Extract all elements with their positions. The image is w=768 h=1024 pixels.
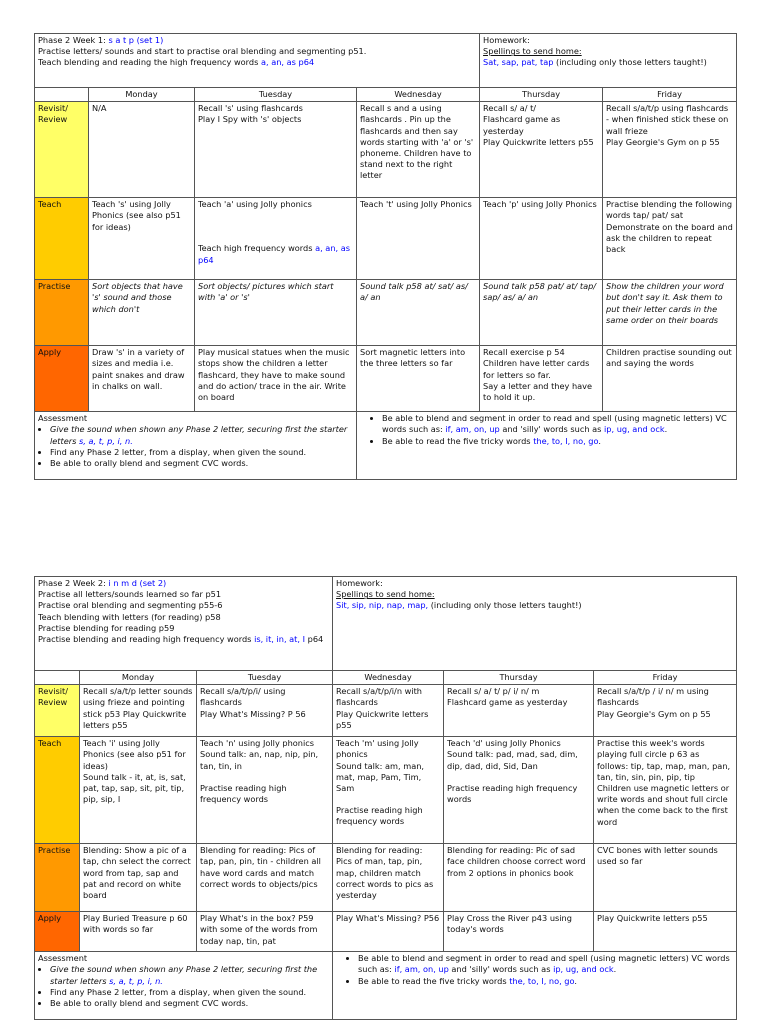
week2-revisit-tue: Recall s/a/t/p/i/ using flashcards Play What's Missing? P 56 [197, 685, 333, 737]
week2-teach-wed: Teach 'm' using Jolly phonics Sound talk: am, man, mat, map, Pam, Tim, Sam Practise reading high frequency words [333, 737, 444, 844]
week1-assess-item-4: • Be able to blend and segment in order to read and spell (using magnetic letters) VC words such as: if, am, on, up and 'silly' words such as ip, ug, and ock. [382, 413, 733, 435]
week1-teach-tue-hf-words: a, an, as p64 [198, 243, 350, 265]
week2-teach-mon: Teach 'i' using Jolly Phonics (see also p51 for ideas) Sound talk - it, at, is, sat, pat, tap, sap, sit, pit, tip, pip, sip, I [80, 737, 197, 844]
week2-assess-item-3: • Be able to orally blend and segment CVC words. [50, 998, 329, 1009]
week1-hf-words: a, an, as p64 [260, 57, 315, 68]
week2-assessment-right [333, 952, 737, 1020]
week2-title: Phase 2 Week 2: i n m d (set 2) [38, 578, 167, 588]
week1-day-tuesday: Tuesday [195, 88, 357, 102]
week1-intro-line-2: Teach blending and reading the high frequency words [38, 57, 261, 68]
week1-apply-label: Apply [35, 346, 89, 412]
week2-revisit-wed: Recall s/a/t/p/i/n with flashcards Play Quickwrite letters p55 [333, 685, 444, 737]
week2-apply-wed: Play What's Missing? P56 [333, 912, 444, 952]
week2-revisit-label: Revisit/ Review [35, 685, 80, 737]
week2-revisit-thu: Recall s/ a/ t/ p/ i/ n/ m Flashcard game as yesterday [444, 685, 594, 737]
week1-teach-tue-hf: Teach high frequency words [198, 243, 316, 254]
week1-revisit-wed: Recall s and a using flashcards . Pin up the flashcards and then say words starting with 'a' or 's' phoneme. Children have to stand next to the right letter [357, 102, 480, 198]
week2-practise-thu: Blending for reading: Pic of sad face children choose correct word from 2 options in phonics book [444, 844, 594, 912]
week2-homework [333, 577, 737, 671]
week2-hf-words: is, it, in, at, I [254, 634, 306, 645]
week1-practise-wed: Sound talk p58 at/ sat/ as/ a/ an [357, 280, 480, 346]
week2-revisit-mon: Recall s/a/t/p letter sounds using frieze and pointing stick p53 Play Quickwrite letters p55 [80, 685, 197, 737]
week2-day-friday: Friday [594, 671, 737, 685]
week2-assess-item-4: • Be able to blend and segment in order to read and spell (using magnetic letters) VC words such as: if, am, on, up and 'silly' words such as ip, ug, and ock. [358, 953, 733, 975]
week2-practise-mon: Blending: Show a pic of a tap, chn select the correct word from tap, sap and pat and record on white board [80, 844, 197, 912]
week1-revisit-label: Revisit/ Review [35, 102, 89, 198]
week2-apply-fri: Play Quickwrite letters p55 [594, 912, 737, 952]
week2-day-thursday: Thursday [444, 671, 594, 685]
week1-assessment-label: Assessment [38, 413, 88, 424]
week1-title: Phase 2 Week 1: s a t p (set 1) [38, 35, 164, 45]
week1-spellings-words: Sat, sap, pat, tap [483, 57, 554, 68]
week1-assess-item-2: • Find any Phase 2 letter, from a display, when given the sound. [50, 447, 353, 458]
week1-intro-line-1: Practise letters/ sounds and start to practise oral blending and segmenting p51. [38, 46, 367, 57]
week1-teach-tue [195, 198, 357, 280]
week1-revisit-mon: N/A [89, 102, 195, 198]
week2-assessment-label: Assessment [38, 953, 88, 964]
week2-assess-item-2: • Find any Phase 2 letter, from a display, when given the sound. [50, 987, 329, 998]
week1-assessment-left [35, 412, 357, 480]
week1-assess-item-5: • Be able to read the five tricky words the, to, I, no, go. [382, 436, 733, 447]
week2-day-monday: Monday [80, 671, 197, 685]
week2-homework-label: Homework: [336, 578, 383, 588]
week1-teach-fri: Practise blending the following words tap/ pat/ sat Demonstrate on the board and ask the children to repeat back [603, 198, 737, 280]
week2-teach-fri: Practise this week's words playing full circle p 63 as follows: tip, tap, map, man, pan, tan, tin, sin, pin, pip, tip Children use magnetic letters or write words and shout full circle when the come back to the first word [594, 737, 737, 844]
week1-apply-wed: Sort magnetic letters into the three letters so far [357, 346, 480, 412]
week2-intro-line-2: Practise oral blending and segmenting p55-6 [38, 600, 223, 611]
week2-practise-fri: CVC bones with letter sounds used so far [594, 844, 737, 912]
week2-teach-thu: Teach 'd' using Jolly Phonics Sound talk: pad, mad, sad, dim, dip, dad, did, Sid, Dan Practise reading high frequency words [444, 737, 594, 844]
week1-apply-tue: Play musical statues when the music stops show the children a letter flashcard, they have to make sound and do action/ trace in the air. Write on board [195, 346, 357, 412]
week1-revisit-thu: Recall s/ a/ t/ Flashcard game as yesterday Play Quickwrite letters p55 [480, 102, 603, 198]
week1-homework-label: Homework: [483, 35, 530, 45]
week1-objectives [35, 34, 480, 88]
week1-apply-mon: Draw 's' in a variety of sizes and media i.e. paint snakes and draw in chalks on wall. [89, 346, 195, 412]
week1-apply-thu: Recall exercise p 54 Children have letter cards for letters so far. Say a letter and they have to hold it up. [480, 346, 603, 412]
week2-spellings-label: Spellings to send home: [336, 589, 435, 600]
week2-assess-item-1: • Give the sound when shown any Phase 2 letter, securing first the starter letters s, a, t, p, i, n. [50, 964, 329, 986]
week2-practise-label: Practise [35, 844, 80, 912]
week2-objectives [35, 577, 333, 671]
week1-teach-label: Teach [35, 198, 89, 280]
week2-revisit-fri: Recall s/a/t/p / i/ n/ m using flashcards Play Georgie's Gym on p 55 [594, 685, 737, 737]
week1-day-friday: Friday [603, 88, 737, 102]
week2-day-wednesday: Wednesday [333, 671, 444, 685]
week2-apply-label: Apply [35, 912, 80, 952]
week1-plan-table [34, 33, 737, 480]
week2-spellings-words: Sit, sip, nip, nap, map, [336, 600, 429, 611]
week1-revisit-tue: Recall 's' using flashcards Play I Spy with 's' objects [195, 102, 357, 198]
week1-assess-item-3: • Be able to orally blend and segment CVC words. [50, 458, 353, 469]
week1-practise-mon: Sort objects that have 's' sound and those which don't [89, 280, 195, 346]
week2-hf-page: p64 [307, 634, 324, 645]
week2-intro-line-1: Practise all letters/sounds learned so far p51 [38, 589, 222, 600]
week1-assessment-right [357, 412, 737, 480]
week1-apply-fri: Children practise sounding out and saying the words [603, 346, 737, 412]
week2-apply-tue: Play What's in the box? P59 with some of the words from today nap, tin, pat [197, 912, 333, 952]
week1-day-header-empty [35, 88, 89, 102]
week1-spellings-note: (including only those letters taught!) [553, 57, 707, 68]
week1-day-wednesday: Wednesday [357, 88, 480, 102]
week2-assessment-left [35, 952, 333, 1020]
week1-revisit-fri: Recall s/a/t/p using flashcards - when finished stick these on wall frieze Play Georgie's Gym on p 55 [603, 102, 737, 198]
week2-day-tuesday: Tuesday [197, 671, 333, 685]
week2-intro-line-4: Practise blending for reading p59 [38, 622, 175, 633]
week1-day-monday: Monday [89, 88, 195, 102]
week1-practise-tue: Sort objects/ pictures which start with 'a' or 's' [195, 280, 357, 346]
week1-practise-fri: Show the children your word but don't say it. Ask them to put their letter cards in the same order on their boards [603, 280, 737, 346]
week2-apply-mon: Play Buried Treasure p 60 with words so far [80, 912, 197, 952]
week1-spellings-label: Spellings to send home: [483, 46, 582, 57]
week1-teach-tue-text: Teach 'a' using Jolly phonics [198, 199, 312, 210]
week1-assess-item-1: • Give the sound when shown any Phase 2 letter, securing first the starter letters s, a, t, p, i, n. [50, 424, 353, 446]
week2-plan-table [34, 576, 737, 1020]
week2-teach-tue: Teach 'n' using Jolly phonics Sound talk: an, nap, nip, pin, tan, tin, in Practise reading high frequency words [197, 737, 333, 844]
week2-apply-thu: Play Cross the River p43 using today's words [444, 912, 594, 952]
week2-spellings-note: (including only those letters taught!) [428, 600, 582, 611]
week1-teach-thu: Teach 'p' using Jolly Phonics [480, 198, 603, 280]
week1-teach-wed: Teach 't' using Jolly Phonics [357, 198, 480, 280]
week1-teach-mon: Teach 's' using Jolly Phonics (see also p51 for ideas) [89, 198, 195, 280]
week1-homework [480, 34, 737, 88]
week2-day-header-empty [35, 671, 80, 685]
week2-assess-item-5: • Be able to read the five tricky words the, to, I, no, go. [358, 976, 733, 987]
week1-day-thursday: Thursday [480, 88, 603, 102]
week2-intro-line-3: Teach blending with letters (for reading) p58 [38, 611, 221, 622]
week1-practise-label: Practise [35, 280, 89, 346]
week2-teach-label: Teach [35, 737, 80, 844]
week2-practise-tue: Blending for reading: Pics of tap, pan, pin, tin - children all have word cards and match correct words to objects/pics [197, 844, 333, 912]
week2-intro-line-5: Practise blending and reading high frequency words [38, 634, 255, 645]
week1-practise-thu: Sound talk p58 pat/ at/ tap/ sap/ as/ a/ an [480, 280, 603, 346]
week2-practise-wed: Blending for reading: Pics of man, tap, pin, map, children match correct words to pics as yesterday [333, 844, 444, 912]
